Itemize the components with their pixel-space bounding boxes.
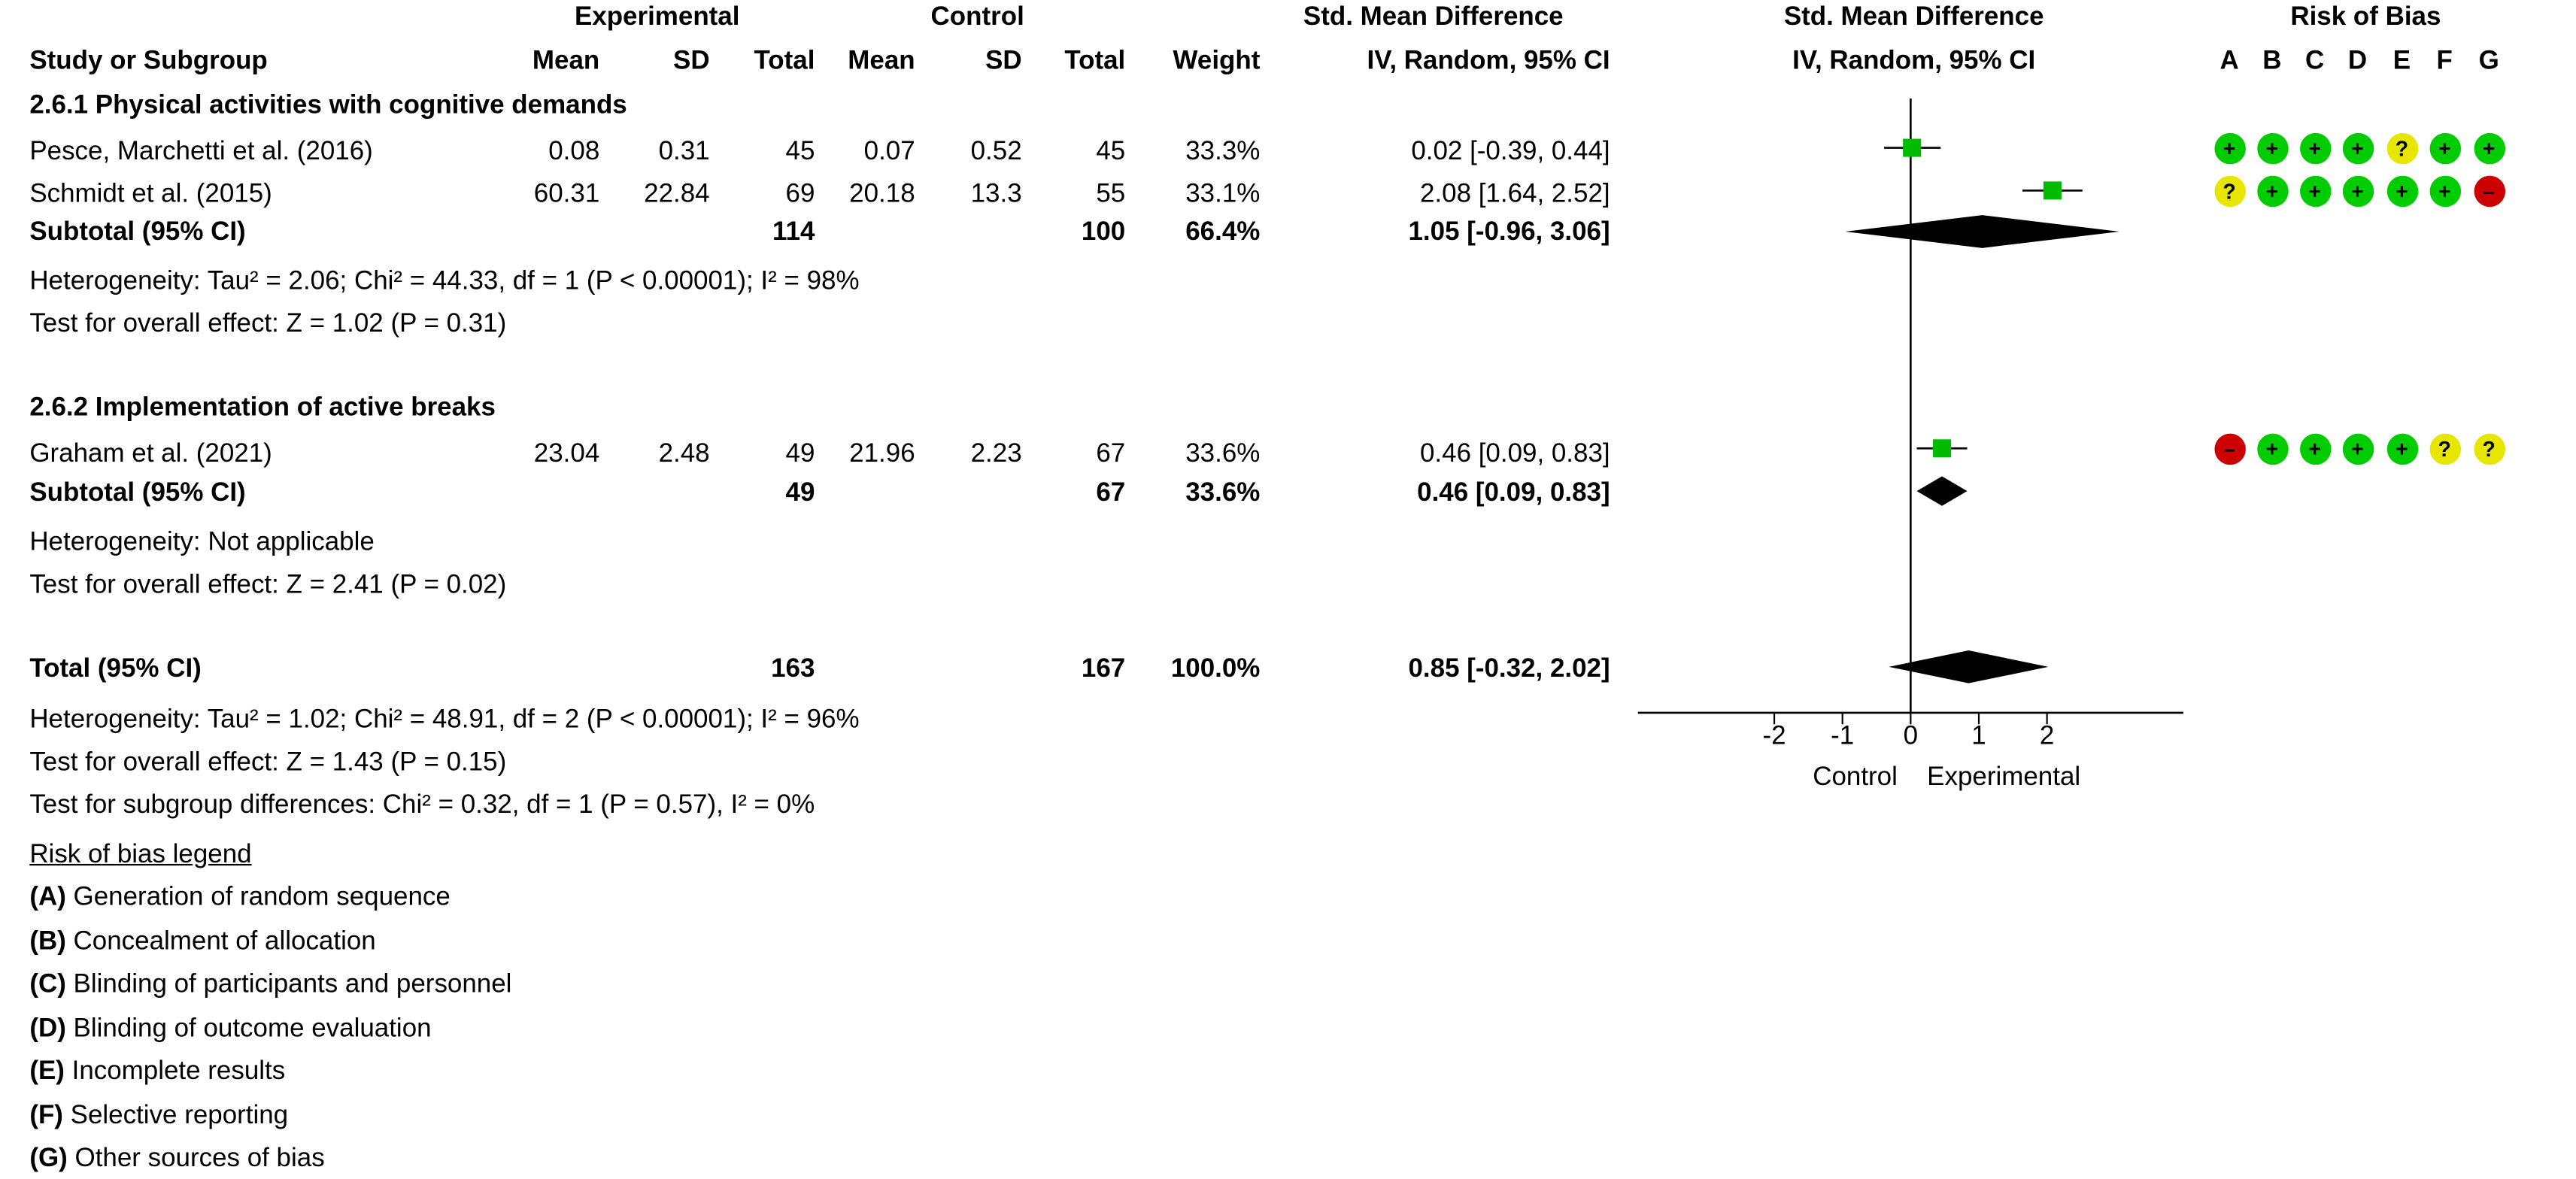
rob-letter-e: E <box>2392 47 2411 76</box>
exp-subtotal: 114 <box>772 218 815 247</box>
ctrl-grand-total: 167 <box>1081 655 1126 683</box>
risk-of-bias-title: Risk of Bias <box>2290 3 2441 32</box>
low-risk-icon: + <box>2386 433 2418 465</box>
study-name: Pesce, Marchetti et al. (2016) <box>29 138 373 166</box>
low-risk-icon: + <box>2386 175 2418 207</box>
legend-text: Selective reporting <box>62 1101 289 1129</box>
exp-total-header: Total <box>754 47 815 76</box>
ctrl-mean: 0.07 <box>863 138 915 166</box>
weight-value: 33.3% <box>1185 138 1261 166</box>
subgroup-1-title: 2.6.1 Physical activities with cognitive demands <box>29 92 627 120</box>
study-column-header: Study or Subgroup <box>29 47 268 76</box>
unclear-risk-icon: ? <box>2213 175 2245 207</box>
subtotal-ci: 1.05 [-0.96, 3.06] <box>1408 218 1610 247</box>
rob-letter-a: A <box>2219 47 2239 76</box>
ctrl-mean: 21.96 <box>849 440 915 468</box>
low-risk-icon: + <box>2299 433 2331 465</box>
unclear-risk-icon: ? <box>2429 433 2460 465</box>
ctrl-mean-header: Mean <box>848 47 915 76</box>
overall-effect-text: Test for overall effect: Z = 2.41 (P = 0.02) <box>29 571 507 600</box>
legend-text: Concealment of allocation <box>65 927 376 956</box>
legend-text: Other sources of bias <box>67 1144 325 1173</box>
exp-mean: 0.08 <box>548 138 600 166</box>
low-risk-icon: + <box>2299 175 2331 207</box>
exp-mean: 60.31 <box>533 180 600 209</box>
study-name: Graham et al. (2021) <box>29 440 272 468</box>
ci-value: 0.02 [-0.39, 0.44] <box>1411 138 1610 166</box>
plot-title: Std. Mean Difference <box>1783 3 2044 32</box>
pooled-diamond <box>1889 650 2048 683</box>
subgroup-differences-text: Test for subgroup differences: Chi² = 0.32, df = 1 (P = 0.57), I² = 0% <box>29 791 815 820</box>
rob-letter-g: G <box>2478 47 2499 76</box>
legend-key: (G) <box>29 1144 68 1173</box>
weight-value: 33.1% <box>1185 180 1261 209</box>
legend-title: Risk of bias legend <box>29 841 252 869</box>
ci-value: 2.08 [1.64, 2.52] <box>1419 180 1610 209</box>
low-risk-icon: + <box>2429 175 2460 207</box>
study-marker <box>1933 439 1951 457</box>
low-risk-icon: + <box>2256 433 2288 465</box>
total-ci: 0.85 [-0.32, 2.02] <box>1408 655 1610 683</box>
subtotal-weight: 66.4% <box>1185 218 1261 247</box>
unclear-risk-icon: ? <box>2473 433 2505 465</box>
rob-letter-c: C <box>2305 47 2325 76</box>
smd-method-header: IV, Random, 95% CI <box>1367 47 1610 76</box>
high-risk-icon: – <box>2213 433 2245 465</box>
low-risk-icon: + <box>2473 132 2505 164</box>
ctrl-mean: 20.18 <box>849 180 915 209</box>
rob-letter-f: F <box>2436 47 2453 76</box>
x-tick-label: -2 <box>1762 723 1786 751</box>
subtotal-ci: 0.46 [0.09, 0.83] <box>1417 479 1610 508</box>
legend-text: Incomplete results <box>64 1057 286 1086</box>
legend-text: Blinding of participants and personnel <box>65 970 512 999</box>
legend-text: Blinding of outcome evaluation <box>65 1014 432 1042</box>
x-tick-label: 1 <box>1971 723 1986 751</box>
study-name: Schmidt et al. (2015) <box>29 180 272 209</box>
favours-control-label: Control <box>1813 763 1898 792</box>
pooled-diamond <box>1916 476 1967 505</box>
x-tick-label: 2 <box>2039 723 2055 751</box>
plot-method-header: IV, Random, 95% CI <box>1792 47 2036 76</box>
x-tick-label: -1 <box>1831 723 1855 751</box>
ctrl-subtotal: 67 <box>1096 479 1126 508</box>
exp-subtotal: 49 <box>785 479 815 508</box>
overall-effect-text: Test for overall effect: Z = 1.02 (P = 0.31) <box>29 310 507 338</box>
ctrl-total: 45 <box>1096 138 1126 166</box>
subtotal-label: Subtotal (95% CI) <box>29 479 246 508</box>
exp-total: 69 <box>785 180 815 209</box>
pooled-diamond <box>1845 215 2119 248</box>
legend-key: (B) <box>29 927 66 956</box>
ctrl-total-header: Total <box>1064 47 1126 76</box>
control-header: Control <box>930 3 1024 32</box>
low-risk-icon: + <box>2256 132 2288 164</box>
ctrl-subtotal: 100 <box>1081 218 1126 247</box>
legend-key: (D) <box>29 1014 66 1042</box>
subgroup-2-title: 2.6.2 Implementation of active breaks <box>29 394 496 423</box>
legend-key: (F) <box>29 1101 63 1129</box>
heterogeneity-text: Heterogeneity: Tau² = 2.06; Chi² = 44.33, df = 1 (P < 0.00001); I² = 98% <box>29 268 860 296</box>
exp-mean: 23.04 <box>533 440 600 468</box>
low-risk-icon: + <box>2342 132 2374 164</box>
low-risk-icon: + <box>2299 132 2331 164</box>
rob-letter-d: D <box>2347 47 2368 76</box>
ci-value: 0.46 [0.09, 0.83] <box>1419 440 1610 468</box>
experimental-header: Experimental <box>574 3 740 32</box>
weight-value: 33.6% <box>1185 440 1261 468</box>
total-weight: 100.0% <box>1170 655 1261 683</box>
legend-key: (A) <box>29 883 66 912</box>
study-marker <box>2044 181 2062 199</box>
exp-sd: 2.48 <box>658 440 710 468</box>
exp-total: 45 <box>785 138 815 166</box>
total-overall-effect-text: Test for overall effect: Z = 1.43 (P = 0.15) <box>29 749 507 777</box>
exp-sd: 22.84 <box>644 180 710 209</box>
low-risk-icon: + <box>2256 175 2288 207</box>
heterogeneity-text: Heterogeneity: Not applicable <box>29 529 375 557</box>
ctrl-total: 55 <box>1096 180 1126 209</box>
low-risk-icon: + <box>2342 433 2374 465</box>
weight-header: Weight <box>1173 47 1261 76</box>
rob-letter-b: B <box>2262 47 2282 76</box>
ctrl-sd: 2.23 <box>970 440 1022 468</box>
legend-key: (C) <box>29 970 66 999</box>
total-heterogeneity-text: Heterogeneity: Tau² = 1.02; Chi² = 48.91, df = 2 (P < 0.00001); I² = 96% <box>29 706 860 735</box>
subtotal-label: Subtotal (95% CI) <box>29 218 246 247</box>
exp-sd: 0.31 <box>658 138 710 166</box>
legend-key: (E) <box>29 1057 65 1086</box>
ctrl-sd-header: SD <box>985 47 1022 76</box>
low-risk-icon: + <box>2213 132 2245 164</box>
ctrl-sd: 13.3 <box>970 180 1022 209</box>
legend-text: Generation of random sequence <box>65 883 451 912</box>
exp-mean-header: Mean <box>532 47 600 76</box>
total-label: Total (95% CI) <box>29 655 202 683</box>
favours-experimental-label: Experimental <box>1927 763 2081 792</box>
low-risk-icon: + <box>2429 132 2460 164</box>
unclear-risk-icon: ? <box>2386 132 2418 164</box>
study-marker <box>1903 139 1921 157</box>
exp-total: 49 <box>785 440 815 468</box>
subtotal-weight: 33.6% <box>1185 479 1261 508</box>
x-tick-label: 0 <box>1903 723 1919 751</box>
ctrl-total: 67 <box>1096 440 1126 468</box>
smd-column-title: Std. Mean Difference <box>1303 3 1564 32</box>
exp-sd-header: SD <box>673 47 710 76</box>
low-risk-icon: + <box>2342 175 2374 207</box>
exp-grand-total: 163 <box>771 655 815 683</box>
high-risk-icon: – <box>2473 175 2505 207</box>
ctrl-sd: 0.52 <box>970 138 1022 166</box>
